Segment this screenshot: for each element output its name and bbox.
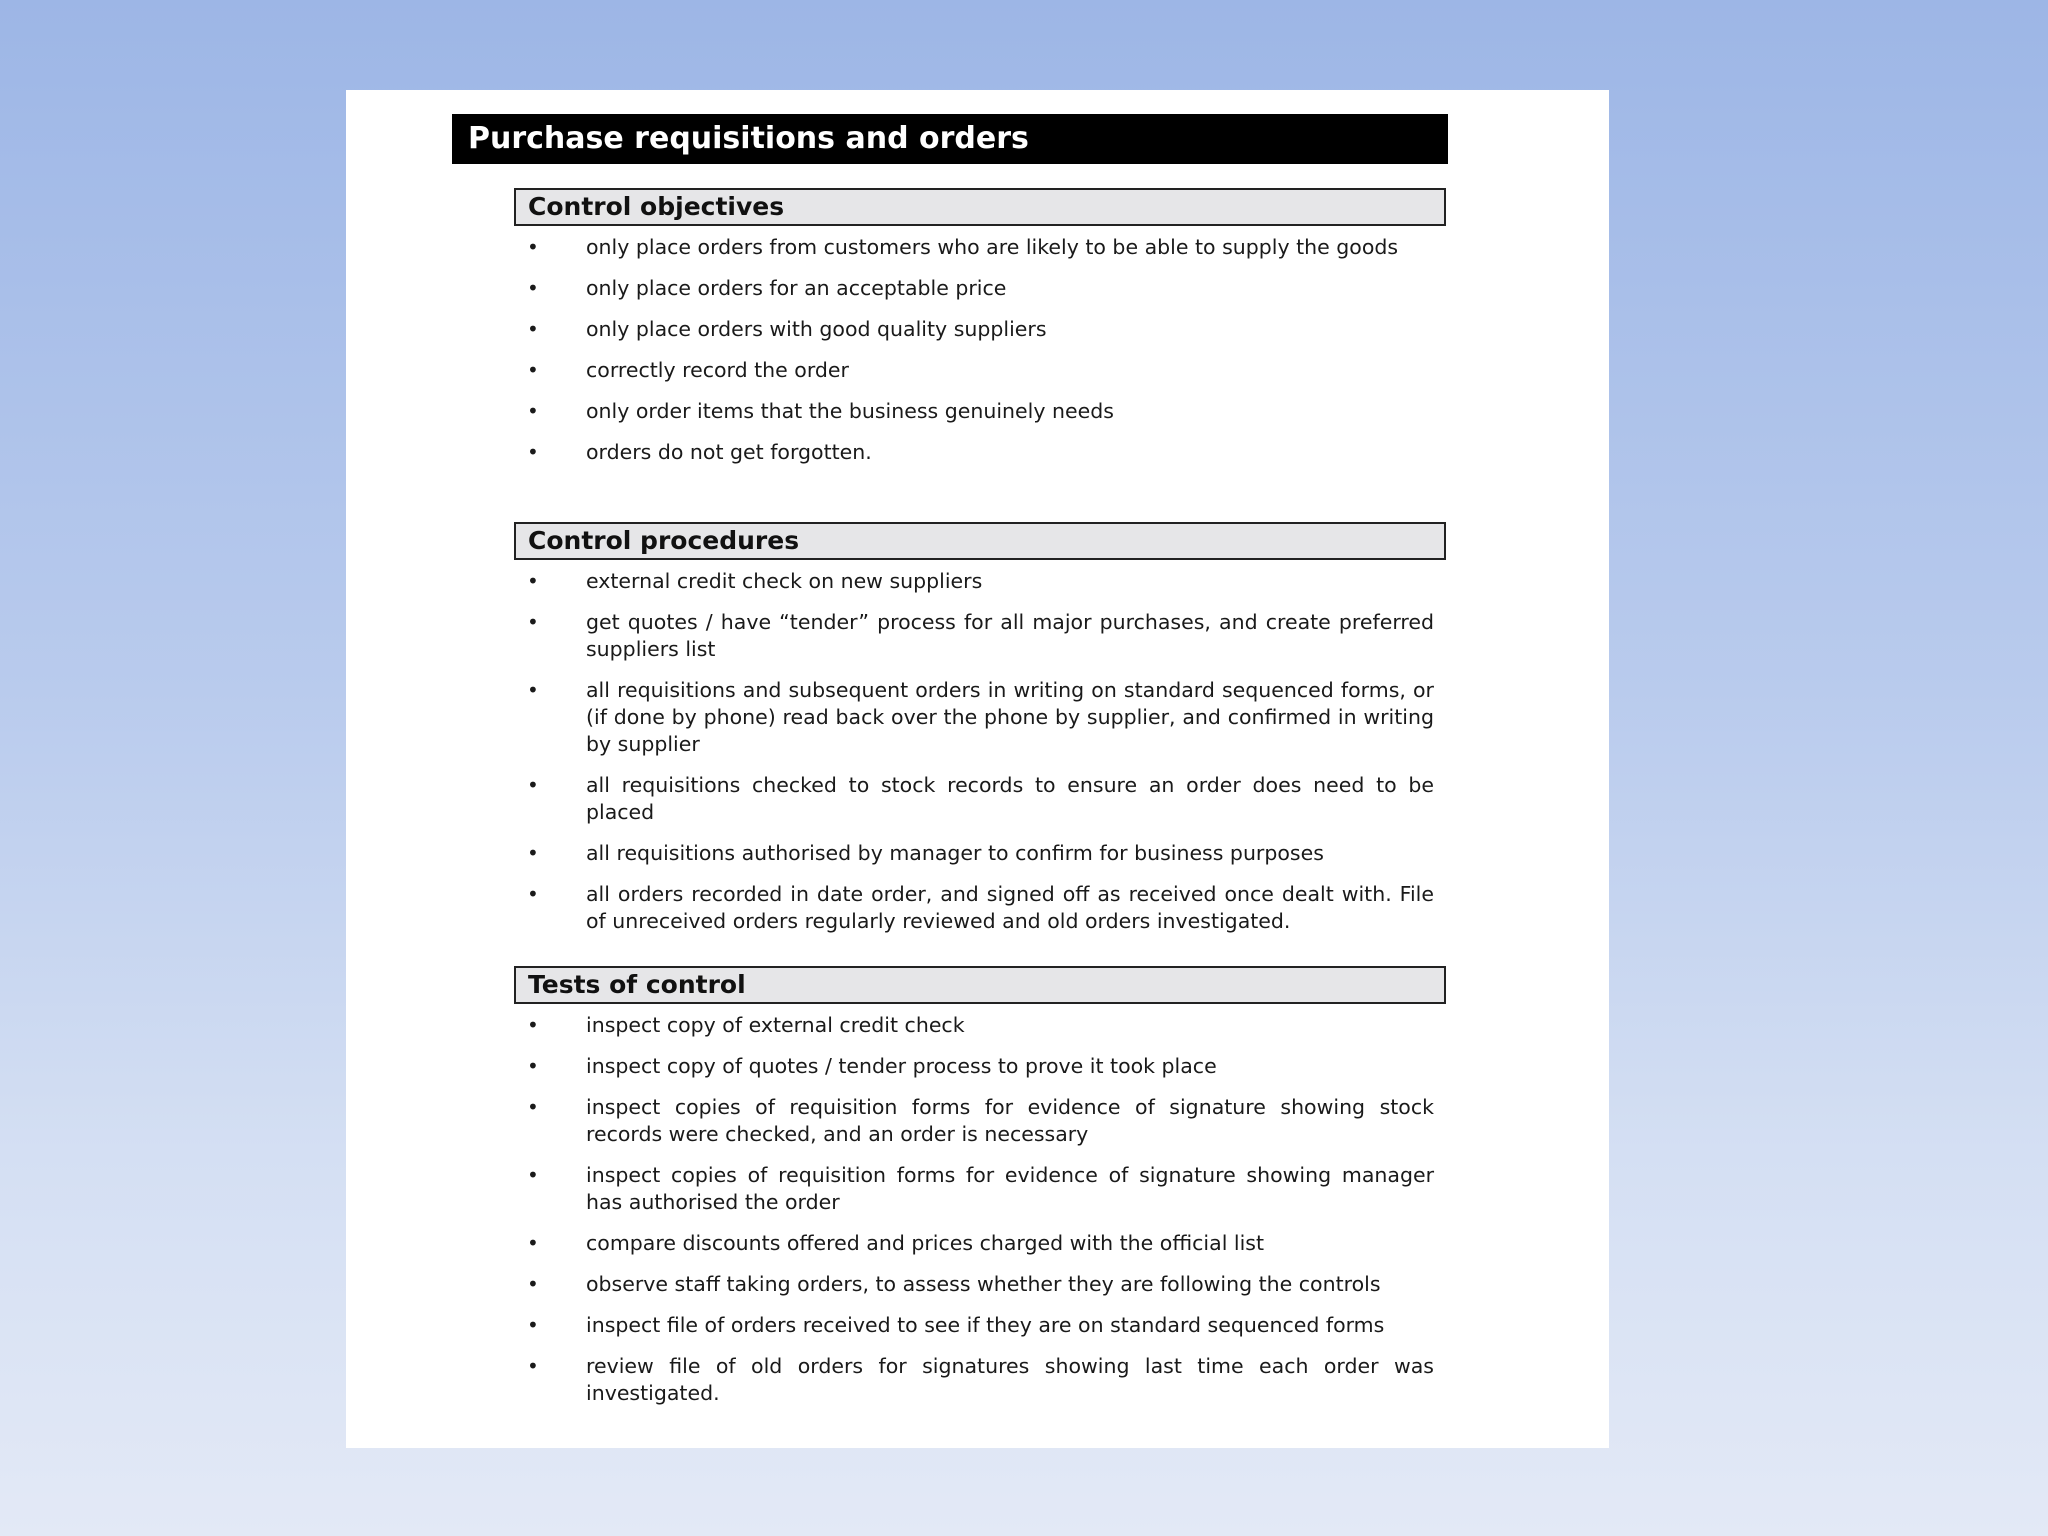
bullet-icon: • xyxy=(527,1231,539,1255)
list-item: • only place orders for an acceptable price xyxy=(527,276,1007,300)
bullet-icon: • xyxy=(527,1313,539,1337)
bullet-icon: • xyxy=(527,1054,539,1078)
list-item: • only place orders with good quality suppliers xyxy=(527,317,1047,341)
bullet-icon: • xyxy=(527,358,539,382)
bullet-icon: • xyxy=(527,1095,539,1119)
bullet-icon: • xyxy=(527,1163,539,1187)
section-heading: Tests of control xyxy=(514,966,1446,1004)
list-item: • get quotes / have “tender” process for all major purchases, and create preferred suppliers list xyxy=(527,610,1434,661)
document-title: Purchase requisitions and orders xyxy=(452,114,1448,164)
list-item: • observe staff taking orders, to assess whether they are following the controls xyxy=(527,1272,1381,1296)
bullet-icon: • xyxy=(527,276,539,300)
list-item: • all requisitions and subsequent orders in writing on standard sequenced forms, or (if done by phone) read back over the phone by supplier, and confirmed in writing by supplier xyxy=(527,678,1434,756)
bullet-icon: • xyxy=(527,1013,539,1037)
bullet-icon: • xyxy=(527,399,539,423)
list-item: • inspect file of orders received to see if they are on standard sequenced forms xyxy=(527,1313,1385,1337)
list-item: • all orders recorded in date order, and signed off as received once dealt with. File of unreceived orders regularly reviewed and old orders investigated. xyxy=(527,882,1434,933)
list-item: • correctly record the order xyxy=(527,358,849,382)
section-control-objectives xyxy=(514,188,1446,480)
bullet-icon: • xyxy=(527,841,539,865)
section-control-procedures xyxy=(514,522,1446,949)
list-item: • compare discounts offered and prices charged with the official list xyxy=(527,1231,1265,1255)
bullet-icon: • xyxy=(527,235,539,259)
bullet-icon: • xyxy=(527,610,539,634)
list-item: • only order items that the business genuinely needs xyxy=(527,399,1114,423)
bullet-list xyxy=(514,568,1446,935)
list-item: • inspect copies of requisition forms for evidence of signature showing stock records were checked, and an order is necessary xyxy=(527,1095,1434,1146)
bullet-icon: • xyxy=(527,569,539,593)
bullet-icon: • xyxy=(527,773,539,797)
list-item: • inspect copies of requisition forms for evidence of signature showing manager has authorised the order xyxy=(527,1163,1434,1214)
section-tests-of-control xyxy=(514,966,1446,1421)
list-item: • inspect copy of quotes / tender process to prove it took place xyxy=(527,1054,1217,1078)
list-item: • inspect copy of external credit check xyxy=(527,1013,965,1037)
bullet-list xyxy=(514,1012,1446,1407)
bullet-list xyxy=(514,234,1446,466)
list-item: • orders do not get forgotten. xyxy=(527,440,872,464)
section-heading: Control procedures xyxy=(514,522,1446,560)
bullet-icon: • xyxy=(527,440,539,464)
bullet-icon: • xyxy=(527,678,539,702)
section-heading: Control objectives xyxy=(514,188,1446,226)
bullet-icon: • xyxy=(527,1354,539,1378)
list-item: • external credit check on new suppliers xyxy=(527,569,983,593)
bullet-icon: • xyxy=(527,317,539,341)
bullet-icon: • xyxy=(527,1272,539,1296)
list-item: • review file of old orders for signatures showing last time each order was investigated. xyxy=(527,1354,1434,1405)
bullet-icon: • xyxy=(527,882,539,906)
document-page xyxy=(346,90,1609,1448)
list-item: • only place orders from customers who are likely to be able to supply the goods xyxy=(527,235,1399,259)
list-item: • all requisitions authorised by manager to confirm for business purposes xyxy=(527,841,1324,865)
list-item: • all requisitions checked to stock records to ensure an order does need to be placed xyxy=(527,773,1434,824)
